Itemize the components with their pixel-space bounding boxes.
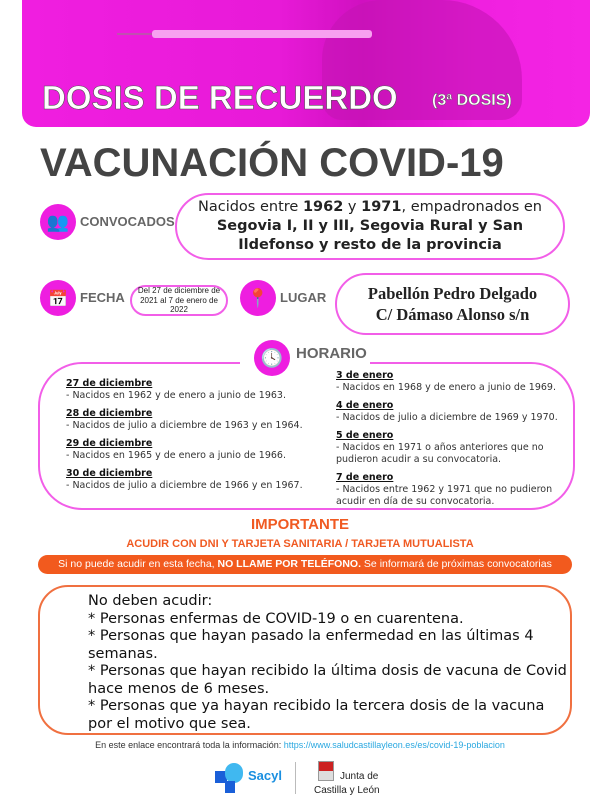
- sacyl-logo-text: Sacyl: [248, 768, 282, 783]
- clock-icon: 🕓: [254, 340, 290, 376]
- schedule-date: 28 de diciembre: [66, 408, 153, 419]
- convocados-text: , empadronados en: [401, 199, 542, 215]
- horario-left-column: [66, 378, 306, 498]
- main-title: VACUNACIÓN COVID-19: [40, 141, 504, 185]
- schedule-text: - Nacidos de julio a diciembre de 1969 y 1970.: [336, 412, 558, 423]
- calendar-icon: 📅: [40, 280, 76, 316]
- footer-text: En este enlace encontrará toda la información:: [95, 740, 284, 750]
- phone-warning-bar: [38, 555, 572, 574]
- junta-shield-icon: [318, 761, 334, 781]
- schedule-date: 29 de diciembre: [66, 438, 153, 449]
- horario-label: HORARIO: [296, 345, 367, 362]
- importante-subtitle: ACUDIR CON DNI Y TARJETA SANITARIA / TARJETA MUTUALISTA: [126, 538, 474, 550]
- lugar-address: C/ Dámaso Alonso s/n: [375, 305, 530, 324]
- no-acudir-item: * Personas enfermas de COVID-19 o en cuarentena.: [88, 610, 464, 627]
- schedule-date: 7 de enero: [336, 472, 394, 483]
- convocados-year-end: 1971: [361, 199, 402, 215]
- lugar-box: [335, 273, 570, 335]
- footer-info: [0, 740, 600, 751]
- convocados-year-start: 1962: [302, 199, 344, 215]
- schedule-text: - Nacidos en 1962 y de enero a junio de 1963.: [66, 390, 286, 401]
- schedule-text: - Nacidos de julio a diciembre de 1963 y en 1964.: [66, 420, 303, 431]
- warning-text: Si no puede acudir en esta fecha,: [58, 558, 218, 570]
- convocados-text: Nacidos entre: [198, 199, 303, 215]
- schedule-entry: [336, 370, 561, 394]
- schedule-text: - Nacidos entre 1962 y 1971 que no pudieron acudir en día de su convocatoria.: [336, 484, 553, 507]
- no-acudir-item: * Personas que hayan recibido la última dosis de vacuna de Covid hace menos de 6 meses.: [88, 663, 567, 697]
- horario-right-column: [336, 370, 561, 514]
- convocados-areas: Segovia I, II y III, Segovia Rural y San Ildefonso y resto de la provincia: [216, 218, 524, 253]
- warning-text: Se informará de próximas convocatorias: [361, 558, 552, 570]
- schedule-entry: [336, 430, 561, 466]
- schedule-text: - Nacidos en 1968 y de enero a junio de 1969.: [336, 382, 556, 393]
- importante-title: IMPORTANTE: [250, 516, 350, 533]
- sacyl-logo-icon: [215, 763, 245, 793]
- people-icon: 👥: [40, 204, 76, 240]
- logo-divider: [295, 762, 296, 794]
- schedule-entry: [66, 438, 306, 462]
- schedule-text: - Nacidos de julio a diciembre de 1966 y en 1967.: [66, 480, 303, 491]
- location-pin-icon: 📍: [240, 280, 276, 316]
- warning-bold: NO LLAME POR TELÉFONO.: [217, 558, 362, 570]
- schedule-date: 3 de enero: [336, 370, 394, 381]
- header-subtitle-tag: (3ª DOSIS): [432, 92, 512, 109]
- schedule-date: 4 de enero: [336, 400, 394, 411]
- junta-logo-line2: Castilla y León: [314, 785, 380, 796]
- no-acudir-item: * Personas que hayan pasado la enfermedad en las últimas 4 semanas.: [88, 628, 534, 662]
- fecha-box: [130, 285, 228, 316]
- convocados-label: CONVOCADOS: [80, 214, 175, 229]
- fecha-label: FECHA: [80, 290, 125, 305]
- schedule-text: - Nacidos en 1965 y de enero a junio de 1966.: [66, 450, 286, 461]
- schedule-entry: [336, 472, 561, 508]
- no-acudir-item: * Personas que ya hayan recibido la tercera dosis de la vacuna por el motivo que sea.: [88, 698, 545, 732]
- schedule-text: - Nacidos en 1971 o años anteriores que no pudieron acudir a su convocatoria.: [336, 442, 544, 465]
- no-acudir-box: [38, 585, 572, 735]
- no-acudir-title: No deben acudir:: [88, 593, 213, 609]
- fecha-value: Del 27 de diciembre de 2021 al 7 de enero de 2022: [137, 286, 221, 315]
- lugar-venue: Pabellón Pedro Delgado: [367, 284, 538, 303]
- junta-logo-line1: Junta de: [340, 771, 379, 782]
- convocados-box: [175, 193, 565, 260]
- needle-image: [117, 33, 157, 35]
- schedule-date: 30 de diciembre: [66, 468, 153, 479]
- schedule-entry: [66, 378, 306, 402]
- schedule-entry: [66, 468, 306, 492]
- schedule-date: 27 de diciembre: [66, 378, 153, 389]
- syringe-image: [152, 30, 372, 38]
- schedule-date: 5 de enero: [336, 430, 394, 441]
- schedule-entry: [66, 408, 306, 432]
- header-title: DOSIS DE RECUERDO: [42, 79, 398, 116]
- schedule-entry: [336, 400, 561, 424]
- lugar-label: LUGAR: [280, 290, 327, 305]
- convocados-text: y: [343, 199, 362, 215]
- info-link[interactable]: https://www.saludcastillayleon.es/es/covid-19-poblacion: [283, 740, 505, 750]
